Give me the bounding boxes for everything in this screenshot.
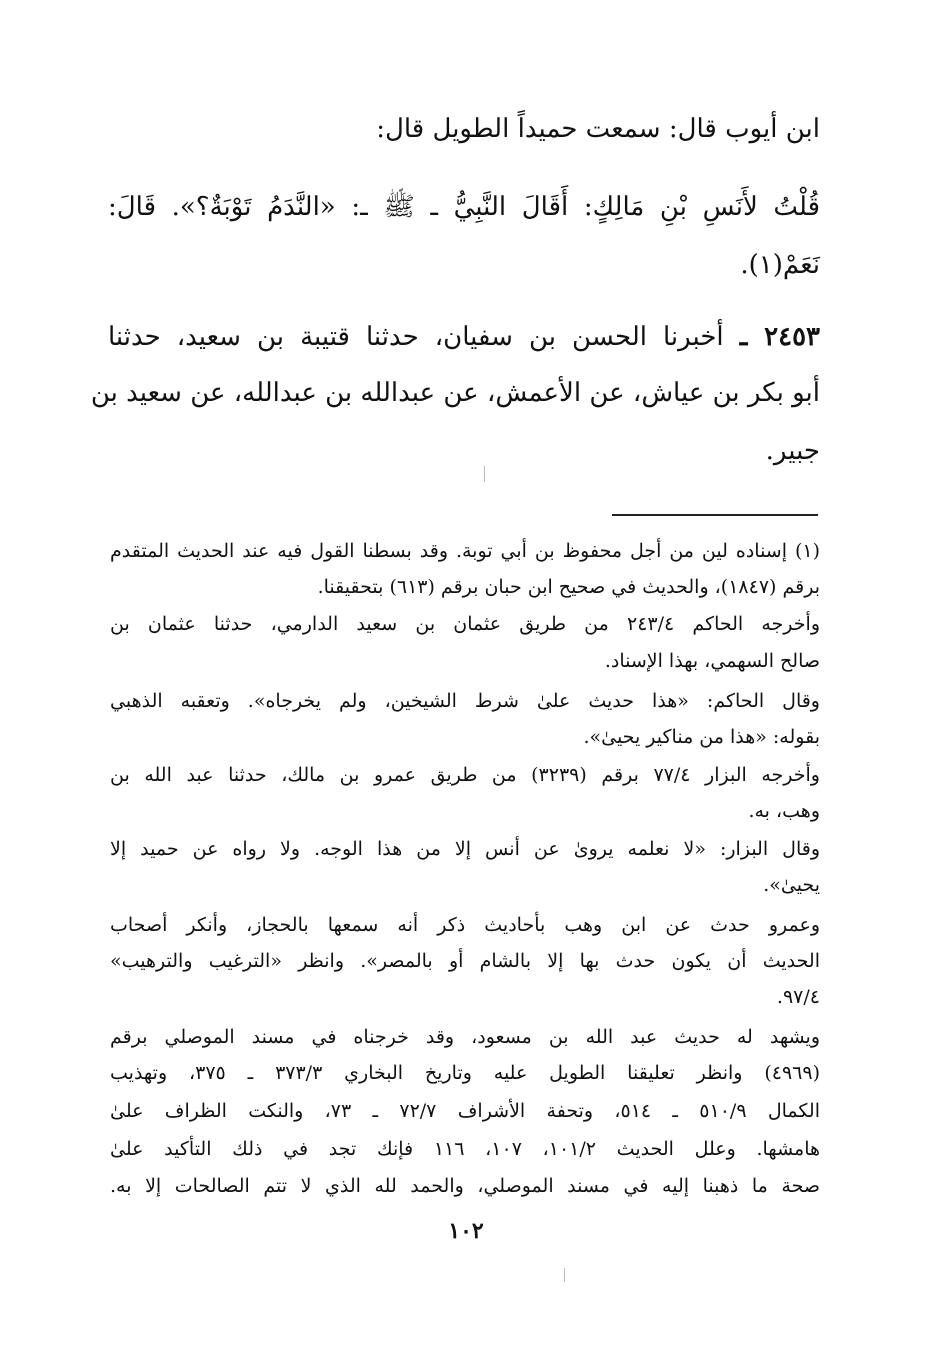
footnote-line-8: وهب، به. bbox=[748, 800, 820, 822]
footnote-separator bbox=[612, 514, 818, 516]
scan-mark-bottom bbox=[564, 1268, 565, 1282]
main-text-line-4 bbox=[108, 322, 820, 352]
footnote-line-12: الحديث أن يكون حدث بها إلا بالشام أو بالمصر». وانظر «الترغيب والترهيب» bbox=[110, 950, 820, 972]
footnote-line-3: وأخرجه الحاكم ٢٤٣/٤ من طريق عثمان بن سعيد الدارمي، حدثنا عثمان بن bbox=[110, 613, 820, 635]
footnote-line-11: وعمرو حدث عن ابن وهب بأحاديث ذكر أنه سمعها بالحجاز، وأنكر أصحاب bbox=[110, 914, 820, 936]
isnad-start: أخبرنا الحسن بن سفيان، حدثنا قتيبة بن سعيد، حدثنا bbox=[108, 322, 724, 352]
main-text-line-5: أبو بكر بن عياش، عن الأعمش، عن عبدالله بن عبدالله، عن سعيد بن bbox=[90, 378, 820, 408]
scan-mark bbox=[484, 466, 485, 482]
footnote-line-7: وأخرجه البزار ٧٧/٤ برقم (٣٢٣٩) من طريق عمرو بن مالك، حدثنا عبد الله بن bbox=[110, 764, 820, 786]
footnote-line-14: ويشهد له حديث عبد الله بن مسعود، وقد خرجناه في مسند الموصلي برقم bbox=[110, 1026, 820, 1048]
hadith-quote-line: قُلْتُ لأَنَسِ بْنِ مَالِكٍ: أَقَالَ النَّبِيُّ ـ ﷺ ـ: «النَّدَمُ تَوْبَةٌ؟». قَالَ: bbox=[108, 192, 820, 222]
footnote-line-6: بقوله: «هذا من مناكير يحيىٰ». bbox=[583, 726, 820, 748]
main-text-line-6: جبير. bbox=[765, 436, 820, 466]
hadith-number: ٢٤٥٣ ـ bbox=[739, 322, 821, 352]
main-text-line-3: نَعَمْ(١). bbox=[740, 250, 820, 280]
main-text-line-1: ابن أيوب قال: سمعت حميداً الطويل قال: bbox=[376, 114, 820, 144]
footnote-line-15: (٤٩٦٩) وانظر تعليقنا الطويل عليه وتاريخ البخاري ٣٧٣/٣ ـ ٣٧٥، وتهذيب bbox=[110, 1062, 820, 1084]
page-number: ١٠٢ bbox=[448, 1218, 484, 1244]
footnote-line-1: (١) إسناده لين من أجل محفوظ بن أبي توبة. وقد بسطنا القول فيه عند الحديث المتقدم bbox=[110, 540, 820, 562]
footnote-line-2: برقم (١٨٤٧)، والحديث في صحيح ابن حبان برقم (٦١٣) بتحقيقنا. bbox=[317, 576, 820, 598]
footnote-line-5: وقال الحاكم: «هذا حديث علىٰ شرط الشيخين، ولم يخرجاه». وتعقبه الذهبي bbox=[110, 690, 820, 712]
footnote-line-18: صحة ما ذهبنا إليه في مسند الموصلي، والحمد لله الذي لا تتم الصالحات إلا به. bbox=[110, 1175, 820, 1197]
footnote-line-13: ٩٧/٤. bbox=[776, 986, 820, 1008]
main-text-line-2 bbox=[108, 190, 820, 228]
footnote-line-17: هامشها. وعلل الحديث ١٠١/٢، ١٠٧، ١١٦ فإنك تجد في ذلك التأكيد علىٰ bbox=[110, 1138, 820, 1160]
footnote-line-4: صالح السهمي، بهذا الإسناد. bbox=[604, 650, 820, 672]
footnote-line-9: وقال البزار: «لا نعلمه يروىٰ عن أنس إلا من هذا الوجه. ولا رواه عن حميد إلا bbox=[110, 838, 820, 860]
footnote-line-10: يحيىٰ». bbox=[763, 874, 820, 896]
footnote-line-16: الكمال ٥١٠/٩ ـ ٥١٤، وتحفة الأشراف ٧٢/٧ ـ ٧٣، والنكت الظراف علىٰ bbox=[110, 1100, 820, 1122]
